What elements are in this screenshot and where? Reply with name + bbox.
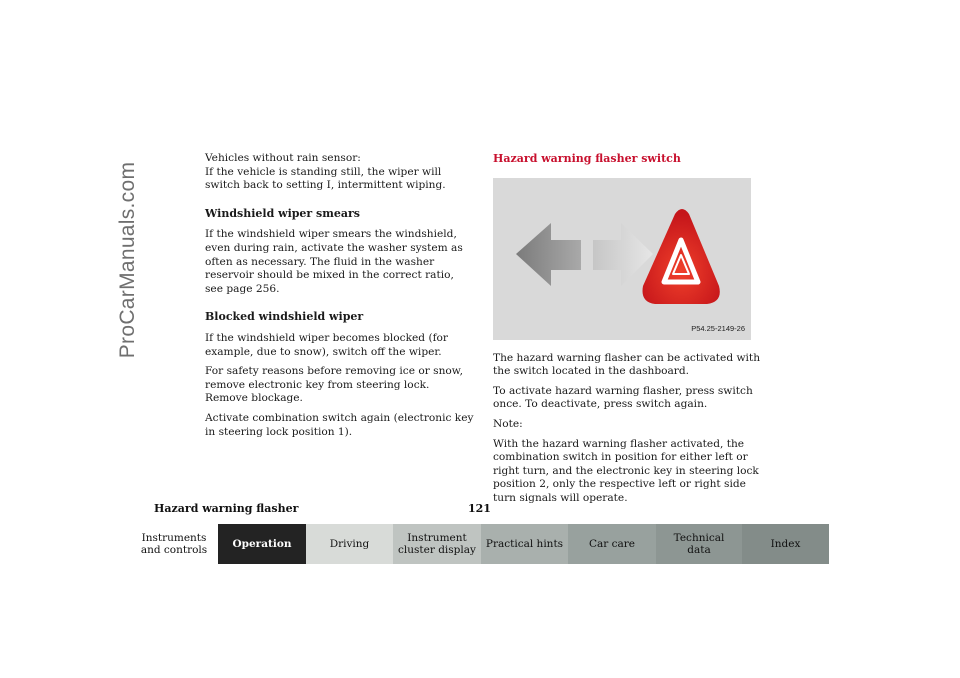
side-watermark: ProCarManuals.com: [116, 161, 139, 359]
chapter-nav: [130, 524, 829, 564]
left-column: [205, 152, 475, 445]
hazard-paragraph-2: To activate hazard warning flasher, press switch once. To deactivate, press switch again.: [493, 384, 753, 411]
arrow-left-icon: [516, 223, 581, 286]
nav-tab-instrument-cluster-display[interactable]: Instrument cluster display: [393, 524, 481, 564]
note-label: Note:: [493, 417, 523, 430]
intro-line-2: If the vehicle is standing still, the wiper will switch back to setting I, intermittent wiping.: [205, 165, 446, 192]
page-number: 121: [468, 502, 491, 515]
arrow-right-icon: [593, 223, 653, 286]
nav-tab-operation[interactable]: Operation: [218, 524, 306, 564]
smears-text: If the windshield wiper smears the windshield, even during rain, activate the washer system as often as necessary. The fluid in the washer reservoir should be mixed in the correct ratio, see page 256.: [205, 228, 463, 295]
footer-section-title: Hazard warning flasher: [154, 502, 299, 515]
hazard-switch-figure: [493, 178, 751, 340]
nav-tab-index[interactable]: Index: [742, 524, 829, 564]
right-column: [493, 152, 761, 512]
hazard-section-title: Hazard warning flasher switch: [493, 152, 681, 165]
hazard-paragraph-1: The hazard warning flasher can be activated with the switch located in the dashboard.: [493, 351, 761, 378]
blocked-paragraph-2: For safety reasons before removing ice or snow, remove electronic key from steering lock. Remove blockage.: [205, 365, 463, 405]
intro-line-1: Vehicles without rain sensor:: [205, 152, 361, 164]
nav-tab-instruments-and-controls[interactable]: Instruments and controls: [130, 524, 218, 564]
nav-tab-driving[interactable]: Driving: [306, 524, 393, 564]
figure-code: P54.25-2149-26: [691, 324, 745, 333]
blocked-paragraph-3: Activate combination switch again (electronic key in steering lock position 1).: [205, 411, 474, 438]
smears-heading: Windshield wiper smears: [205, 206, 361, 220]
nav-tab-practical-hints[interactable]: Practical hints: [481, 524, 568, 564]
hazard-switch-illustration: [493, 178, 751, 340]
nav-tab-car-care[interactable]: Car care: [568, 524, 656, 564]
note-text: With the hazard warning flasher activated, the combination switch in position for either left or right turn, and the electronic key in steering lock position 2, only the respective left or right side turn signals will operate.: [493, 437, 759, 504]
blocked-heading: Blocked windshield wiper: [205, 310, 364, 324]
blocked-paragraph-1: If the windshield wiper becomes blocked (for example, due to snow), switch off the wiper.: [205, 331, 448, 358]
nav-tab-technical-data[interactable]: Technical data: [656, 524, 742, 564]
